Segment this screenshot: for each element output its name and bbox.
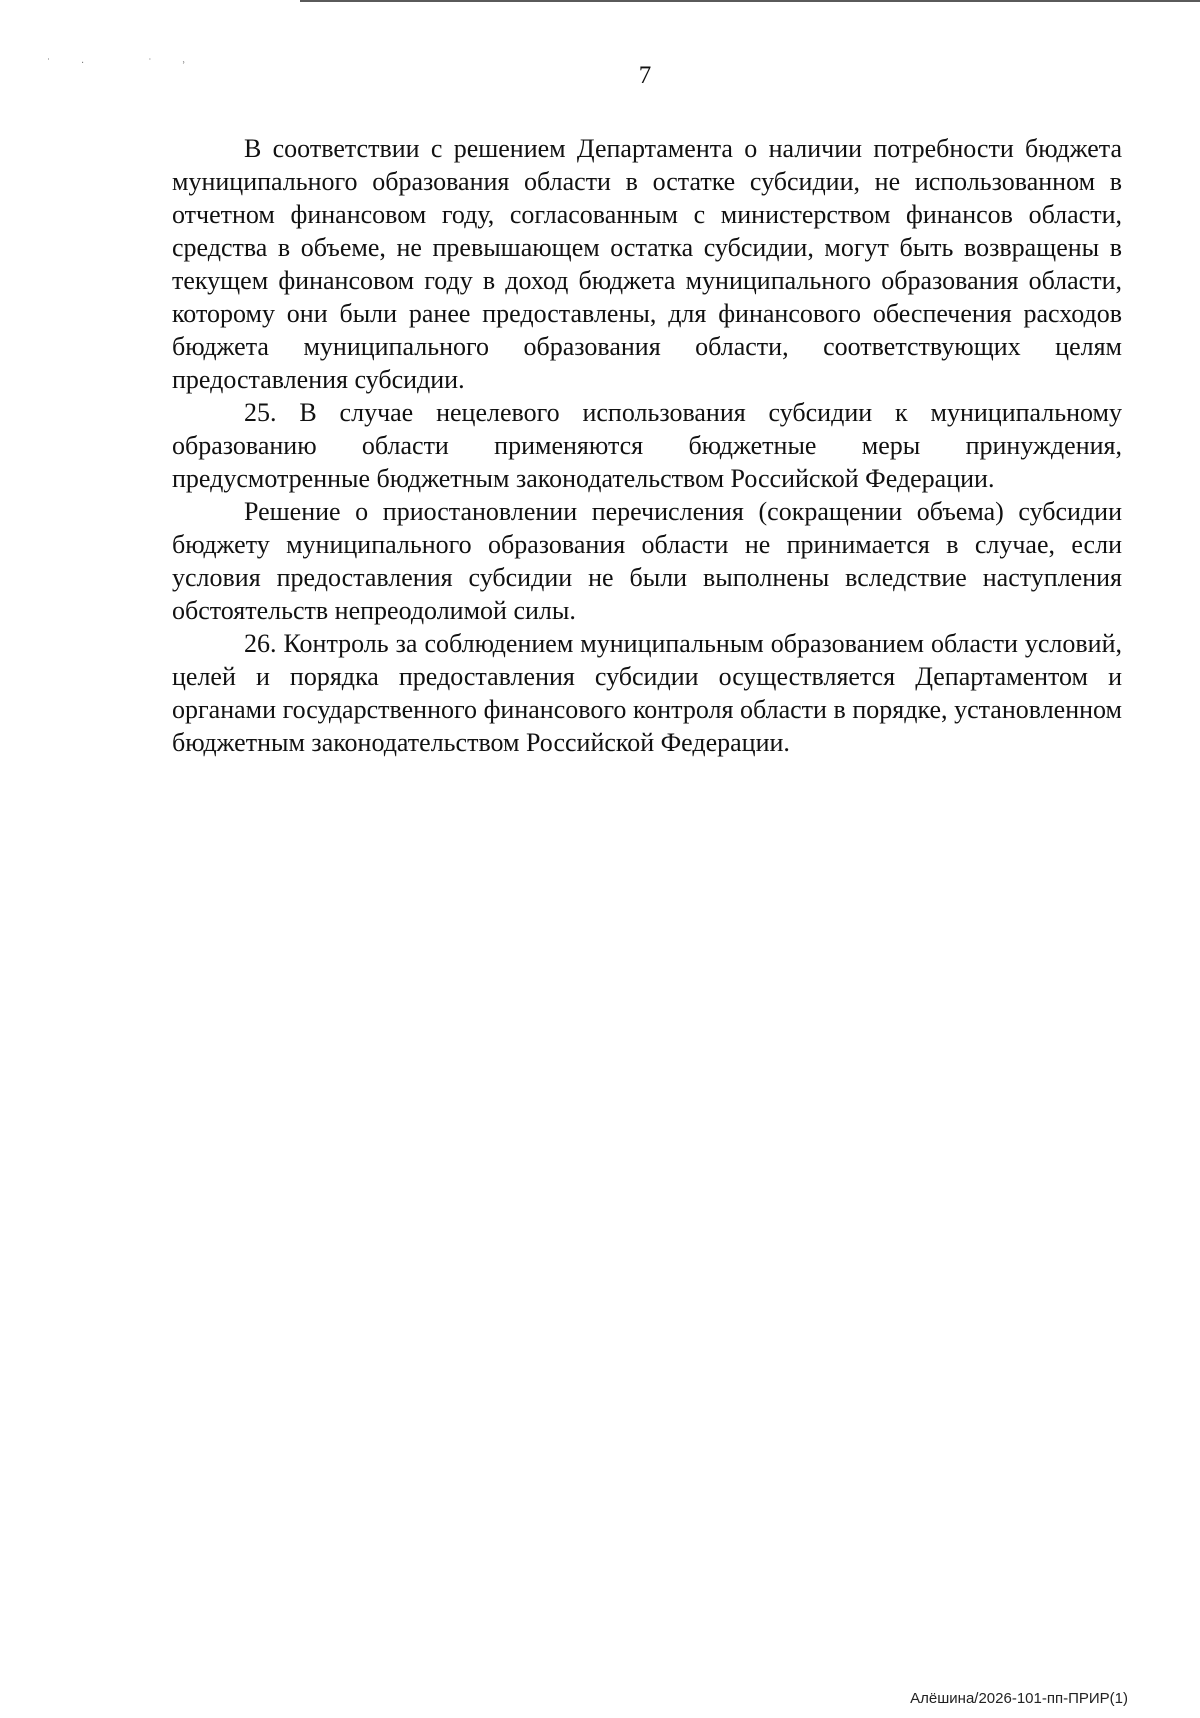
page-number: 7 (638, 62, 652, 89)
scan-top-edge (300, 0, 1200, 2)
paragraph-suspension-decision: Решение о приостановлении перечисления (сокращении объема) субсидии бюджету муниципального образования области не принимается в случае, если условия предоставления субсидии не были выполнены вследствие наступления обстоятельств непреодолимой силы. (172, 497, 1122, 625)
paragraph-26-control: 26. Контроль за соблюдением муниципальным образованием области условий, целей и порядка предоставления субсидии осуществляется Департаментом и органами государственного финансового контроля области в порядке, установленном бюджетным законодательством Российской Федерации. (172, 629, 1122, 757)
paragraph-25-misuse: 25. В случае нецелевого использования субсидии к муниципальному образованию области применяются бюджетные меры принуждения, предусмотренные бюджетным законодательством Российской Федерации. (172, 398, 1122, 493)
paragraph-subsidy-return: В соответствии с решением Департамента о наличии потребности бюджета муниципального образования области в остатке субсидии, не использованном в отчетном финансовом году, согласованным с министерством финансов области, средства в объеме, не превышающем остатка субсидии, могут быть возвращены в текущем финансовом году в доход бюджета муниципального образования области, которому они были ранее предоставлены, для финансового обеспечения расходов бюджета муниципального образования области, соответствующих целям предоставления субсидии. (172, 134, 1122, 394)
footer-document-reference: Алёшина/2026-101-пп-ПРИР(1) (910, 1690, 1128, 1707)
document-body (172, 132, 1122, 759)
scan-specks: ˙· ˙˒ (46, 58, 216, 69)
